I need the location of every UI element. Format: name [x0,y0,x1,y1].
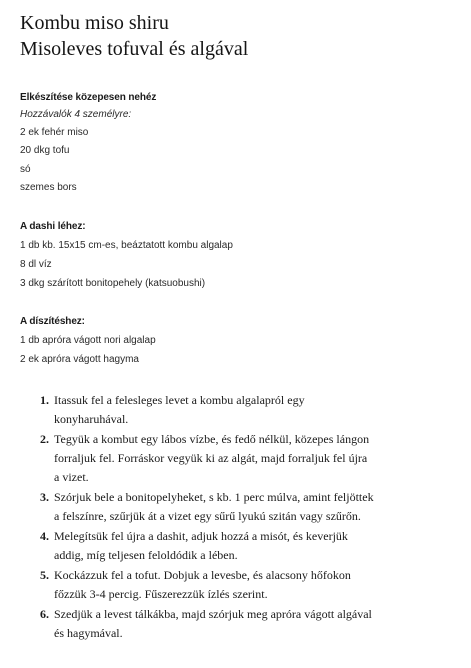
step-text-line: forraljuk fel. Forráskor vegyük ki az algát, majd forraljuk fel újra [54,451,368,465]
step-text-line: és hagymával. [54,626,123,640]
step-text-line: konyharuhával. [54,412,129,426]
step-text-line: Tegyük a kombut egy lábos vízbe, és fedő nélkül, közepes lángon [54,432,370,446]
recipe-title-japanese: Kombu miso shiru [20,12,169,34]
step-text-line: főzzük 3-4 percig. Fűszerezzük ízlés szerint. [54,587,268,601]
dashi-heading: A dashi léhez: [20,221,86,232]
step-text-line: addig, míg teljesen feloldódik a lében. [54,548,238,562]
step-text-line: Kockázzuk fel a tofut. Dobjuk a levesbe, és alacsony hőfokon [54,568,351,582]
step-text-line: Itassuk fel a felesleges levet a kombu algalapról egy [54,393,305,407]
step-text-line: a vizet. [54,470,89,484]
step-number: 4. [40,529,49,543]
step-number: 1. [40,393,49,407]
recipe-title-hungarian: Misoleves tofuval és algával [20,38,249,60]
instruction-step [40,527,460,565]
step-number: 5. [40,568,49,582]
garnish-ingredient-item: 1 db apróra vágott nori algalap [20,335,156,346]
step-number: 2. [40,432,49,446]
servings-label: Hozzávalók 4 személyre: [20,109,132,120]
ingredient-item: só [20,164,31,175]
difficulty-label: Elkészítése közepesen nehéz [20,92,157,103]
instruction-steps [40,391,460,644]
step-text-line: Szedjük a levest tálkákba, majd szórjuk meg apróra vágott algával [54,607,372,621]
garnish-ingredient-item: 2 ek apróra vágott hagyma [20,354,139,365]
instruction-step [40,566,460,604]
ingredient-item: 20 dkg tofu [20,145,70,156]
ingredient-item: szemes bors [20,182,77,193]
dashi-ingredient-item: 8 dl víz [20,259,52,270]
step-text-line: a felszínre, szűrjük át a vizet egy sűrű lyukú szitán vagy szűrőn. [54,509,361,523]
instruction-step [40,605,460,643]
dashi-ingredient-item: 1 db kb. 15x15 cm-es, beáztatott kombu algalap [20,240,233,251]
dashi-ingredient-item: 3 dkg szárított bonitopehely (katsuobushi) [20,278,206,289]
instruction-step [40,488,460,526]
step-text-line: Szórjuk bele a bonitopelyheket, s kb. 1 perc múlva, amint feljöttek [54,490,374,504]
instruction-step [40,391,460,429]
step-number: 3. [40,490,49,504]
ingredient-item: 2 ek fehér miso [20,127,89,138]
step-number: 6. [40,607,49,621]
garnish-heading: A díszítéshez: [20,316,85,327]
instruction-step [40,430,460,487]
step-text-line: Melegítsük fel újra a dashit, adjuk hozzá a misót, és keverjük [54,529,348,543]
